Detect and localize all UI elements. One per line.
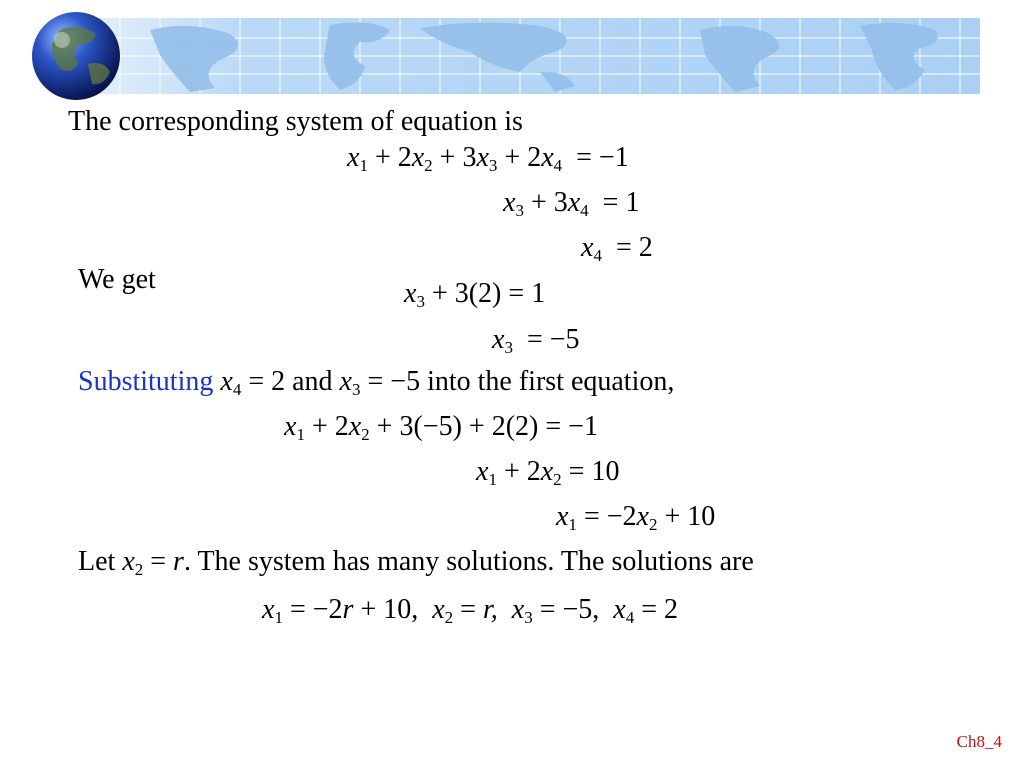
globe-icon — [32, 12, 120, 100]
solution-equation: $x_1 = -2r + 10$, $x_2 = r$, $x_3 = -5$, $x_4 = 2$ — [262, 594, 679, 627]
substituting-keyword: Substituting — [78, 366, 214, 397]
x1-expression: $x_1 = -2x_2 + 10$ — [556, 501, 716, 534]
substituting-line: Substituting $x_4 = 2$ and $x_3 = -5$ into the first equation, — [78, 366, 675, 399]
derived-equation-2: $x_3 = -5$ — [492, 324, 580, 357]
system-equation-3: $x_4 = 2$ — [581, 232, 653, 265]
intro-text: The corresponding system of equation is — [68, 106, 523, 137]
slide-number: Ch8_4 — [956, 732, 1002, 751]
first-equation-substituted: $x_1 + 2x_2 + 3(-5) + 2(2) = -1$ — [284, 411, 598, 444]
derived-equation-1: $x_3 + 3(2) = 1$ — [404, 278, 546, 311]
let-line: Let $x_2 = r$. The system has many solutions. The solutions are — [78, 546, 754, 579]
world-map-banner — [80, 18, 980, 94]
system-equation-1: $x_1 + 2x_2 + 3x_3 + 2x_4 = -1$ — [347, 142, 629, 175]
header-banner — [0, 0, 1024, 110]
we-get-text: We get — [78, 264, 156, 295]
system-equation-2: $x_3 + 3x_4 = 1$ — [503, 187, 640, 220]
first-equation-simplified: $x_1 + 2x_2 = 10$ — [476, 456, 620, 489]
